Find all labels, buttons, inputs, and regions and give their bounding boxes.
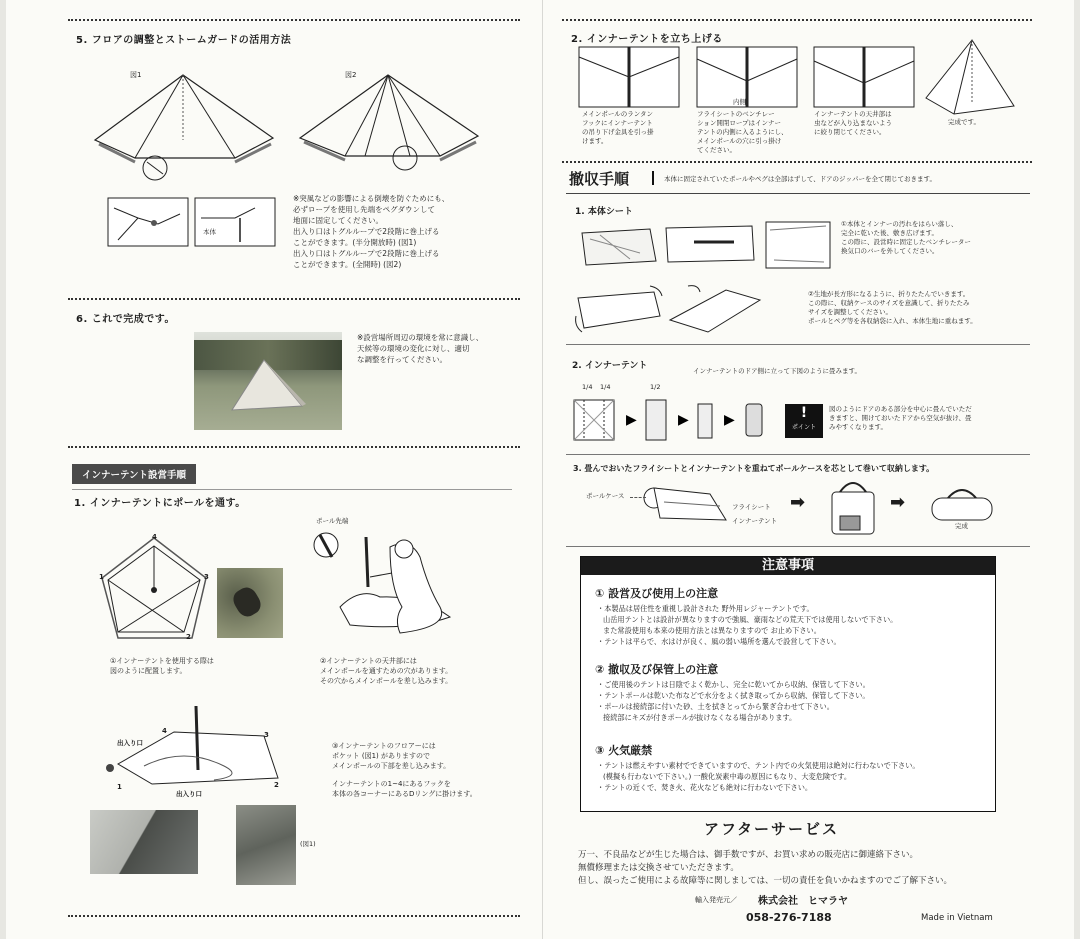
divider <box>562 161 1032 163</box>
note-line: ①本体とインナーの汚れをはらい落し、 <box>841 220 958 228</box>
notice-line: (模擬も行わないで下さい。) 一酸化炭素中毒の原因にもなり、大変危険です。 <box>603 772 852 781</box>
caption-line: に絞り閉じてください。 <box>814 128 886 136</box>
point-line: きますと、開けておいたドアから空気が抜け、畳 <box>829 414 972 422</box>
rule <box>566 193 1030 194</box>
caption-line: メインポールの下部を差し込みます。 <box>332 762 451 770</box>
step2-caption-complete: 完成です。 <box>948 118 980 126</box>
teardown-step-1-title: 1. 本体シート <box>575 207 633 217</box>
notice-line: ・ポールは接続部に付いた砂、土を拭きとってから緊ぎ合わせて下さい。 <box>597 702 834 711</box>
caption-line: 図のように配置します。 <box>110 667 187 675</box>
svg-text:▶: ▶ <box>626 412 637 428</box>
divider <box>562 19 1032 21</box>
teardown-desc: 本体に固定されていたポールやペグは全部はずして、ドアのジッパーを全て閉じておきます。 <box>664 175 937 183</box>
arrow-icon: ➡ <box>790 492 806 513</box>
caption-line: フックにインナーテント <box>582 119 653 127</box>
teardown-notes-a <box>841 220 971 256</box>
phone-number: 058-276-7188 <box>746 911 832 924</box>
notice-line: ・テントは平らで、水はけが良く、風の弱い場所を選んで設営して下さい。 <box>597 637 841 646</box>
rope-detail-2 <box>195 198 275 246</box>
caption-line: 本体の各コーナーにあるDリングに掛けます。 <box>332 790 477 798</box>
step2-fig-a <box>579 47 679 107</box>
divider <box>68 19 520 21</box>
note-line: 完全に乾いた後、敷き広げます。 <box>841 229 938 237</box>
teardown-notes-b <box>808 290 977 326</box>
entrance-label-1: 出入り口 <box>117 739 143 747</box>
caption-line: 虫などが入り込まないよう <box>814 119 892 127</box>
step2-fig-c <box>814 47 914 107</box>
floor-corner-2: 2 <box>274 781 279 789</box>
divider <box>68 298 520 300</box>
finished-bag-diagram <box>930 490 994 522</box>
notice-line: ・テントポールは乾いた布などで水分をよく拭き取ってから収納、保管して下さい。 <box>597 691 870 700</box>
tent-shape <box>232 360 312 412</box>
caption-line: の吊り下げ金具を引っ掛 <box>582 128 654 136</box>
caption-line: メインポールを通すための穴があります。 <box>320 667 453 675</box>
after-service-text <box>578 849 952 888</box>
spacer <box>332 771 477 779</box>
note-line: ことができます。(半分開放時) (図1) <box>293 238 417 247</box>
floor-corner-1: 1 <box>117 783 122 791</box>
fig1-label: 図1 <box>130 71 142 79</box>
notice-line: ・テントは燃えやすい素材でできていますので、テント内での火気使用は絶対に行わないで下さい。 <box>597 761 920 770</box>
exclamation-icon: ! <box>800 405 808 421</box>
note-line: サイズを調整してください。 <box>808 308 892 316</box>
pocket-photo <box>90 810 198 874</box>
note-line: ポールとペグ等を各収納袋に入れ、本体生地に重ねます。 <box>808 317 977 325</box>
caption-line: テントの内側に入るようにし、 <box>697 128 788 136</box>
teardown-step-3-title: 3. 畳んでおいたフライシートとインナーテントを重ねてポールケースを芯として巻いて収納します。 <box>573 464 935 473</box>
note-line: この際に、収納ケースのサイズを意識して、折りたたみ <box>808 299 970 307</box>
step2-caption-c <box>814 110 892 137</box>
pole-tip-label: ポール先端 <box>316 517 349 525</box>
rule <box>566 546 1030 547</box>
fig2-label: 図2 <box>345 71 357 79</box>
notice-heading-2: ② 撤収及び保管上の注意 <box>595 663 719 676</box>
after-service-title: アフターサービス <box>704 820 839 838</box>
note-line: 換気口のバーを外してください。 <box>841 247 939 255</box>
notice-heading-1: ① 設営及び使用上の注意 <box>595 587 719 600</box>
svg-text:▶: ▶ <box>678 412 689 428</box>
point-label: ポイント <box>791 424 816 431</box>
leader-line <box>630 497 646 498</box>
teardown-title: 撤収手順 <box>569 170 630 188</box>
step2-caption-a <box>582 110 654 146</box>
section-5-notes <box>293 193 449 270</box>
pole-insertion-illustration <box>310 527 490 647</box>
notice-line: ・テントの近くで、焚き火、花火なども絶対に行わないで下さい。 <box>597 783 813 792</box>
notice-line: 接続部にキズが付きポールが抜けなくなる場合があります。 <box>603 713 797 722</box>
notice-list-1 <box>597 603 897 647</box>
fig1-photo-label: (図1) <box>300 840 316 848</box>
inner-fold-sequence <box>574 396 774 444</box>
note-line: ※突風などの影響による倒壊を防ぐためにも、 <box>293 194 450 203</box>
note-line: な調整を行ってください。 <box>357 355 447 364</box>
after-line: 無償修理または交換させていただきます。 <box>578 863 739 873</box>
note-line: この際に、設営時に固定したベンチレーター <box>841 238 971 246</box>
divider <box>68 915 520 917</box>
rule <box>566 454 1030 455</box>
corner-1: 1 <box>99 573 104 581</box>
inside-label: 内側 <box>733 98 746 106</box>
roll-storage-diagram <box>640 484 730 530</box>
caption-line: てください。 <box>697 146 736 154</box>
caption-line: ポケット (図1) がありますので <box>332 752 431 760</box>
sheet-fold-fig-1 <box>580 223 658 269</box>
caption-line: メインポールの穴に引っ掛け <box>697 137 782 145</box>
sheet-fold-fig-2 <box>664 220 756 266</box>
fly-label: フライシート <box>732 503 771 511</box>
teardown-step-2-title: 2. インナーテント <box>572 361 648 371</box>
section-5-title: 5. フロアの調整とストームガードの活用方法 <box>76 35 292 46</box>
corner-2: 2 <box>186 633 191 641</box>
notice-line: ・本製品は居住性を重視し設計された 野外用レジャーテントです。 <box>597 604 814 613</box>
rope-detail-1 <box>108 198 188 246</box>
note-line: ※設営場所周辺の環境を常に意識し、 <box>357 333 484 342</box>
sheet-fold-fig-3 <box>764 220 834 270</box>
point-line: みやすくなります。 <box>829 423 887 431</box>
divider <box>68 446 520 448</box>
inner-tent-tag: インナーテント設営手順 <box>72 464 196 484</box>
fraction-1: 1/4 <box>582 383 593 391</box>
section-6-title: 6. これで完成です。 <box>76 314 175 325</box>
caption-line: ②インナーテントの天井部には <box>320 657 417 665</box>
caption-3 <box>332 741 477 799</box>
corner-3: 3 <box>204 573 209 581</box>
notice-line: 山岳用テントとは設計が異なりますので強風、豪雨などの荒天下では使用しないで下さい。 <box>603 615 898 624</box>
step2-fig-complete <box>926 40 1018 116</box>
hook-object <box>230 584 265 620</box>
caption-line: メインポールのランタン <box>582 110 653 118</box>
page-edge-left <box>0 0 6 939</box>
step2-caption-b <box>697 110 788 155</box>
caption-line: インナーテントの1~4にあるフックを <box>332 780 451 788</box>
floor-corner-3: 3 <box>264 731 269 739</box>
body-label: 本体 <box>203 228 216 236</box>
notice-line: ・ご使用後のテントは日陰でよく乾かし、完全に乾いてから収納、保管して下さい。 <box>597 680 870 689</box>
made-in: Made in Vietnam <box>921 913 993 923</box>
sheet-fold-fig-4 <box>574 286 664 336</box>
title-bar <box>652 171 654 185</box>
fraction-2: 1/4 <box>600 383 611 391</box>
section-6-notes <box>357 332 483 365</box>
sheet-fold-fig-5 <box>668 284 764 336</box>
point-text <box>829 405 972 432</box>
inner-floor-diagram <box>104 706 284 792</box>
note-line: 出入り口はトグルループで2段階に巻上げる <box>293 227 440 236</box>
ring-photo <box>236 805 296 885</box>
packed-bag-diagram <box>830 478 876 536</box>
teardown-step-2-desc: インナーテントのドア側に立って下図のように畳みます。 <box>693 367 861 375</box>
importer-label: 輸入発売元／ <box>695 896 737 904</box>
arrow-icon: ➡ <box>890 492 906 513</box>
note-line: ことができます。(全開時) (図2) <box>293 260 402 269</box>
rule <box>566 344 1030 345</box>
page-edge-right <box>1074 0 1080 939</box>
inner-label: インナーテント <box>732 517 778 525</box>
note-line: 必ずロープを使用し先端をペグダウンして <box>293 205 435 214</box>
tent-diagram-fig1 <box>95 70 275 190</box>
point-line: 図のようにドアのある部分を中心に畳んでいただ <box>829 405 972 413</box>
svg-text:▶: ▶ <box>724 412 735 428</box>
caption-1 <box>110 656 214 676</box>
fraction-3: 1/2 <box>650 383 661 391</box>
inner-step-title: 1. インナーテントにポールを通す。 <box>74 498 246 509</box>
company-name: 株式会社 ヒマラヤ <box>758 896 848 907</box>
floor-corner-4: 4 <box>162 727 167 735</box>
notice-heading-3: ③ 火気厳禁 <box>595 744 653 757</box>
caption-line: けます。 <box>582 137 608 145</box>
note-line: ②生地が長方形になるように、折りたたんでいきます。 <box>808 290 970 298</box>
after-line: 万一、不良品などが生じた場合は、御手数ですが、お買い求めの販売店に御連絡下さい。 <box>578 850 919 860</box>
after-line: 但し、誤ったご使用による故障等に関しましては、一切の責任を負いかねますのでご了解下さい。 <box>578 876 953 886</box>
caption-line: フライシートのベンチレー <box>697 110 775 118</box>
caption-line: ③インナーテントのフロアーには <box>332 742 436 750</box>
notice-title: 注意事項 <box>581 557 995 575</box>
notice-box <box>580 556 996 812</box>
finished-label: 完成 <box>955 522 968 530</box>
tent-diagram-fig2 <box>300 70 480 190</box>
entrance-label-2: 出入り口 <box>176 790 202 798</box>
caption-line: その穴からメインポールを差し込みます。 <box>320 677 453 685</box>
step2-fig-b <box>697 47 797 107</box>
inner-tent-layout-diagram <box>96 534 216 644</box>
pole-case-label: ポールケース <box>586 492 625 500</box>
note-line: 地面に固定してください。 <box>293 216 383 225</box>
rule <box>72 489 512 490</box>
completed-tent-photo <box>194 332 342 430</box>
caption-line: ション開閉ロープはインナー <box>697 119 782 127</box>
notice-list-3 <box>597 760 920 793</box>
caption-line: ①インナーテントを使用する際は <box>110 657 214 665</box>
note-line: 出入り口はトグルループで2段階に巻上げる <box>293 249 440 258</box>
step-2-title: 2. インナーテントを立ち上げる <box>571 34 723 45</box>
caption-line: インナーテントの天井部は <box>814 110 892 118</box>
caption-2 <box>320 656 452 686</box>
notice-line: また常設使用も本来の使用方法とは異なりますので お止め下さい。 <box>603 626 821 635</box>
corner-4: 4 <box>152 533 157 541</box>
point-badge <box>785 404 823 438</box>
column-divider <box>542 0 543 939</box>
notice-list-2 <box>597 679 870 723</box>
ground-photo <box>217 568 283 638</box>
note-line: 天候等の環境の変化に対し、適切 <box>357 344 470 353</box>
